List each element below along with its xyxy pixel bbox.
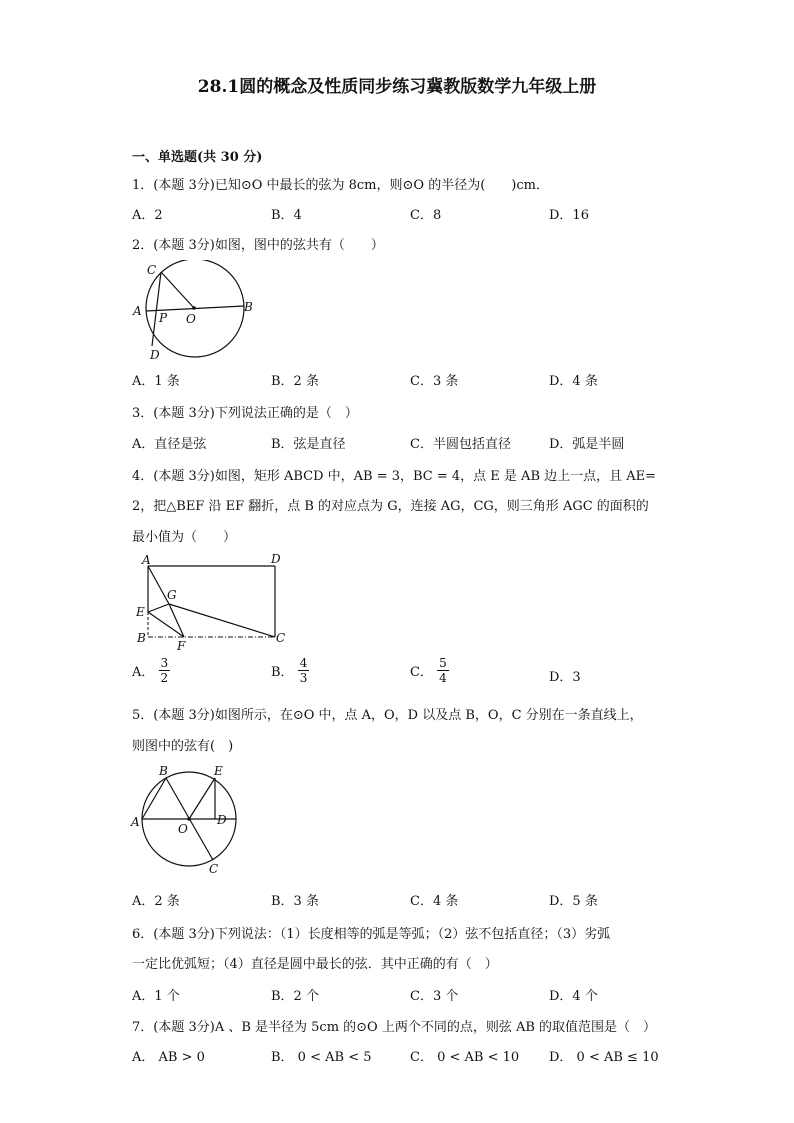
q2-option-a[interactable]: A．1 条 bbox=[132, 374, 180, 389]
q5-label-d: D bbox=[217, 813, 227, 827]
q2-circle-figure bbox=[128, 260, 268, 365]
q6-option-b[interactable]: B．2 个 bbox=[271, 989, 319, 1004]
q6-option-d[interactable]: D．4 个 bbox=[549, 989, 598, 1004]
q2-option-b[interactable]: B．2 条 bbox=[271, 374, 319, 389]
q3-option-d[interactable]: D．弧是半圆 bbox=[549, 437, 625, 452]
q4-option-c-label: C． bbox=[410, 665, 433, 680]
q4-option-c-fraction bbox=[437, 656, 449, 685]
q1-option-d[interactable]: D．16 bbox=[549, 208, 589, 223]
section-heading: 一、单选题(共 30 分) bbox=[132, 150, 263, 165]
question-4-line-1: 4．(本题 3分)如图，矩形 ABCD 中，AB = 3，BC = 4，点 E 是 AB 边上一点，且 AE= bbox=[132, 469, 657, 484]
q4-option-a[interactable] bbox=[132, 656, 170, 685]
q5-label-c: C bbox=[209, 862, 219, 876]
q4-label-f: F bbox=[177, 639, 186, 652]
fraction-denominator: 2 bbox=[160, 671, 169, 685]
q4-label-c: C bbox=[276, 631, 286, 645]
fraction-denominator: 3 bbox=[299, 671, 308, 685]
q6-option-a[interactable]: A．1 个 bbox=[132, 989, 180, 1004]
q4-option-b[interactable] bbox=[271, 656, 309, 685]
q5-option-a[interactable]: A．2 条 bbox=[132, 894, 180, 909]
q7-option-c[interactable]: C． 0 < AB < 10 bbox=[410, 1050, 520, 1065]
question-4-line-3: 最小值为（ ） bbox=[132, 530, 237, 545]
question-2-text: 2．(本题 3分)如图，图中的弦共有（ ） bbox=[132, 238, 384, 253]
q4-option-c[interactable] bbox=[410, 656, 449, 685]
question-3-text: 3．(本题 3分)下列说法正确的是（ ） bbox=[132, 406, 358, 421]
question-4-line-2: 2，把△BEF 沿 EF 翻折，点 B 的对应点为 G，连接 AG，CG，则三角形 AGC 的面积的 bbox=[132, 499, 649, 514]
q4-option-b-fraction bbox=[298, 656, 310, 685]
q2-option-d[interactable]: D．4 条 bbox=[549, 374, 598, 389]
q2-label-b: B bbox=[244, 300, 253, 314]
q4-label-g: G bbox=[167, 588, 177, 602]
q5-option-c[interactable]: C．4 条 bbox=[410, 894, 459, 909]
fraction-denominator: 4 bbox=[439, 671, 447, 685]
q4-option-a-label: A． bbox=[132, 665, 155, 680]
question-6-line-2: 一定比优弧短；（4）直径是圆中最长的弦．其中正确的有（ ） bbox=[132, 957, 498, 972]
q4-option-b-label: B． bbox=[271, 665, 294, 680]
q4-option-d[interactable]: D．3 bbox=[549, 670, 581, 685]
q4-label-a: A bbox=[142, 553, 151, 567]
q3-option-a[interactable]: A．直径是弦 bbox=[132, 437, 207, 452]
q6-option-c[interactable]: C．3 个 bbox=[410, 989, 459, 1004]
q1-option-c[interactable]: C．8 bbox=[410, 208, 442, 223]
q7-option-a[interactable]: A． AB > 0 bbox=[132, 1050, 205, 1065]
q7-option-b[interactable]: B． 0 < AB < 5 bbox=[271, 1050, 372, 1065]
q2-label-o: O bbox=[186, 312, 196, 326]
q5-circle-figure bbox=[128, 760, 248, 878]
question-6-line-1: 6．(本题 3分)下列说法：（1）长度相等的弧是等弧；（2）弦不包括直径；（3）劣弧 bbox=[132, 927, 611, 942]
page-title: 28.1圆的概念及性质同步练习冀教版数学九年级上册 bbox=[197, 77, 597, 97]
fraction-numerator: 4 bbox=[299, 656, 308, 670]
fraction-numerator: 5 bbox=[439, 656, 447, 670]
question-5-line-1: 5．(本题 3分)如图所示，在⊙O 中，点 A，O，D 以及点 B，O，C 分别在一条直线上， bbox=[132, 708, 643, 723]
q5-label-o: O bbox=[178, 822, 188, 836]
q3-option-b[interactable]: B．弦是直径 bbox=[271, 437, 346, 452]
q7-option-d[interactable]: D． 0 < AB ≤ 10 bbox=[549, 1050, 659, 1065]
q2-label-p: P bbox=[159, 311, 168, 325]
q2-label-d: D bbox=[150, 348, 160, 362]
q4-rectangle-figure bbox=[132, 550, 292, 652]
q1-option-a[interactable]: A．2 bbox=[132, 208, 163, 223]
q5-option-d[interactable]: D．5 条 bbox=[549, 894, 598, 909]
q5-label-a: A bbox=[131, 815, 140, 829]
q4-label-d: D bbox=[271, 552, 281, 566]
q2-label-a: A bbox=[133, 304, 142, 318]
q2-option-c[interactable]: C．3 条 bbox=[410, 374, 459, 389]
q5-label-b: B bbox=[159, 764, 168, 778]
question-7-text: 7．(本题 3分)A 、B 是半径为 5cm 的⊙O 上两个不同的点，则弦 AB 的取值范围是（ ） bbox=[132, 1020, 657, 1035]
q4-option-a-fraction bbox=[159, 656, 171, 685]
q2-label-c: C bbox=[147, 263, 157, 277]
q4-label-b: B bbox=[137, 631, 146, 645]
question-5-line-2: 则图中的弦有( ) bbox=[132, 739, 234, 754]
q5-label-e: E bbox=[214, 764, 223, 778]
q1-option-b[interactable]: B．4 bbox=[271, 208, 302, 223]
q5-option-b[interactable]: B．3 条 bbox=[271, 894, 319, 909]
q3-option-c[interactable]: C．半圆包括直径 bbox=[410, 437, 511, 452]
fraction-numerator: 3 bbox=[160, 656, 169, 670]
question-1-text: 1．(本题 3分)已知⊙O 中最长的弦为 8cm，则⊙O 的半径为( )cm． bbox=[132, 178, 549, 193]
q4-label-e: E bbox=[136, 605, 145, 619]
